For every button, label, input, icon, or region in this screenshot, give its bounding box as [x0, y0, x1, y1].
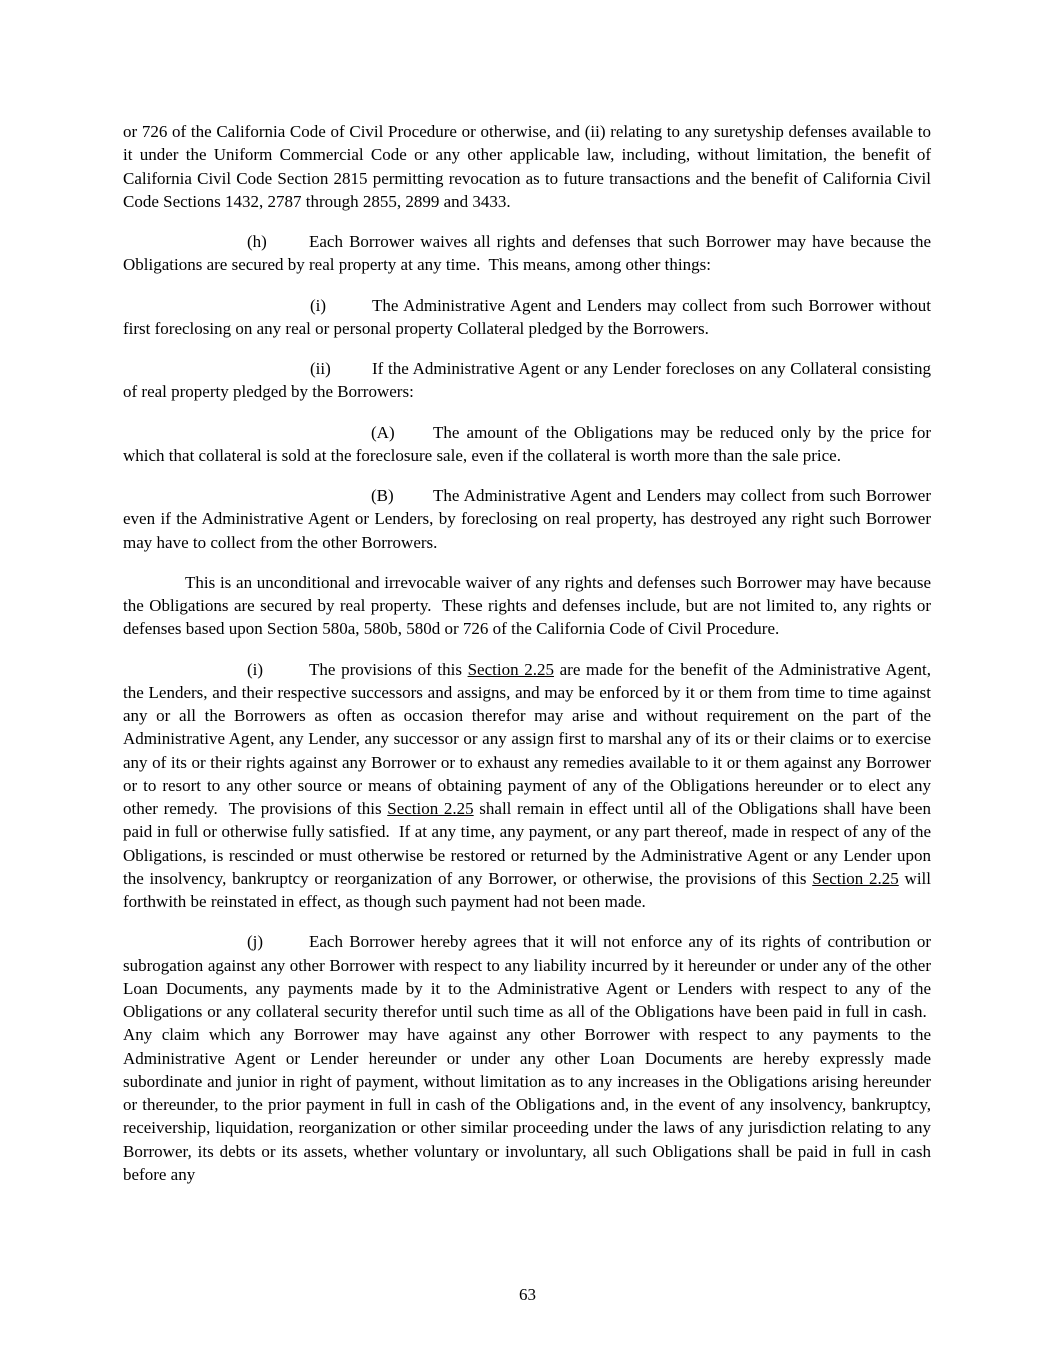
- section-reference: Section 2.25: [812, 868, 899, 888]
- paragraph-label: (B): [371, 486, 394, 505]
- para-i-collect-without-foreclosing: (i) The Administrative Agent and Lenders may collect from such Borrower without first foreclosing on any real or personal property Collateral pledged by the Borrowers.: [123, 295, 931, 338]
- para-ii-forecloses-collateral: (ii) If the Administrative Agent or any Lender forecloses on any Collateral consisting of real property pledged by the Borrowers:: [123, 359, 931, 402]
- para-B-collect-even-if: (B) The Administrative Agent and Lenders may collect from such Borrower even if the Administrative Agent or Lenders, by foreclosing on real property, has destroyed any right such Borrower may have to collect from the other Borrowers.: [123, 486, 931, 552]
- paragraph-label: (i): [247, 659, 264, 679]
- paragraph-label: (h): [247, 232, 267, 251]
- para-A-amount-reduced: (A) The amount of the Obligations may be reduced only by the price for which that collateral is sold at the foreclosure sale, even if the collateral is worth more than the sale price.: [123, 422, 931, 465]
- paragraph-label: (ii): [310, 359, 331, 378]
- page-number: 63: [519, 1285, 536, 1304]
- para-h-borrower-waives: (h) Each Borrower waives all rights and defenses that such Borrower may have because the Obligations are secured by real property at any time. This means, among other things:: [123, 232, 931, 275]
- para-suretyship-defenses-continuation: or 726 of the California Code of Civil Procedure or otherwise, and (ii) relating to any suretyship defenses available to it under the Uniform Commercial Code or any other applicable law, including, without limitation, the benefit of California Civil Code Section 2815 permitting revocation as to future transactions and the benefit of California Civil Code Sections 1432, 2787 through 2855, 2899 and 3433.: [123, 122, 931, 211]
- section-reference: Section 2.25: [387, 799, 474, 818]
- paragraph-label: (j): [247, 932, 264, 952]
- para-i-provisions-section-225: (i) The provisions of this Section 2.25 are made for the benefit of the Administrative Agent, the Lenders, and their respective successors and assigns, and may be enforced by it or them from time to time against any or all the Borrowers as often as occasion therefor may arise and without requirement on the part of the Administrative Agent, any Lender, any successor or any assign first to marshal any of its or their claims or to exercise any of its or their rights against any Borrower or to exhaust any remedies available to it or them against any Borrower or to resort to any other source or means of obtaining payment of any of the Obligations hereunder or to elect any other remedy. The provisions of this Section 2.25 shall remain in effect until all of the Obligations shall have been paid in full or otherwise fully satisfied. If at any time, any payment, or any part thereof, made in respect of any of the Obligations, is rescinded or must otherwise be restored or returned by the Administrative Agent or any Lender upon the insolvency, bankruptcy or reorganization of any Borrower, or otherwise, the provisions of this Section 2.25 will forthwith be reinstated in effect, as though such payment had not been made.: [123, 659, 931, 911]
- paragraph-label: (A): [371, 422, 395, 442]
- para-unconditional-waiver: This is an unconditional and irrevocable waiver of any rights and defenses such Borrower may have because the Obligations are secured by real property. These rights and defenses include, but are not limited to, any rights or defenses based upon Section 580a, 580b, 580d or 726 of the California Code of Civil Procedure.: [123, 572, 931, 639]
- document-body: [123, 120, 931, 1203]
- para-j-no-contribution-subrogation: (j) Each Borrower hereby agrees that it will not enforce any of its rights of contribution or subrogation against any other Borrower with respect to any liability incurred by it hereunder or under any of the other Loan Documents, any payments made by it to the Administrative Agent or Lenders with respect to any of the Obligations or any collateral security therefor until such time as all of the Obligations have been paid in full in cash. Any claim which any Borrower may have against any other Borrower with respect to any payments to the Administrative Agent or Lender hereunder or under any other Loan Documents are hereby expressly made subordinate and junior in right of payment, without limitation as to any increases in the Obligations arising hereunder or thereunder, to the prior payment in full in cash of the Obligations and, in the event of any insolvency, bankruptcy, receivership, liquidation, reorganization or other similar proceeding under the laws of any jurisdiction relating to any Borrower, its debts or its assets, whether voluntary or involuntary, all such Obligations shall be paid in full in cash before any: [123, 932, 931, 1184]
- paragraph-label: (i): [310, 295, 327, 315]
- section-reference: Section 2.25: [467, 659, 554, 679]
